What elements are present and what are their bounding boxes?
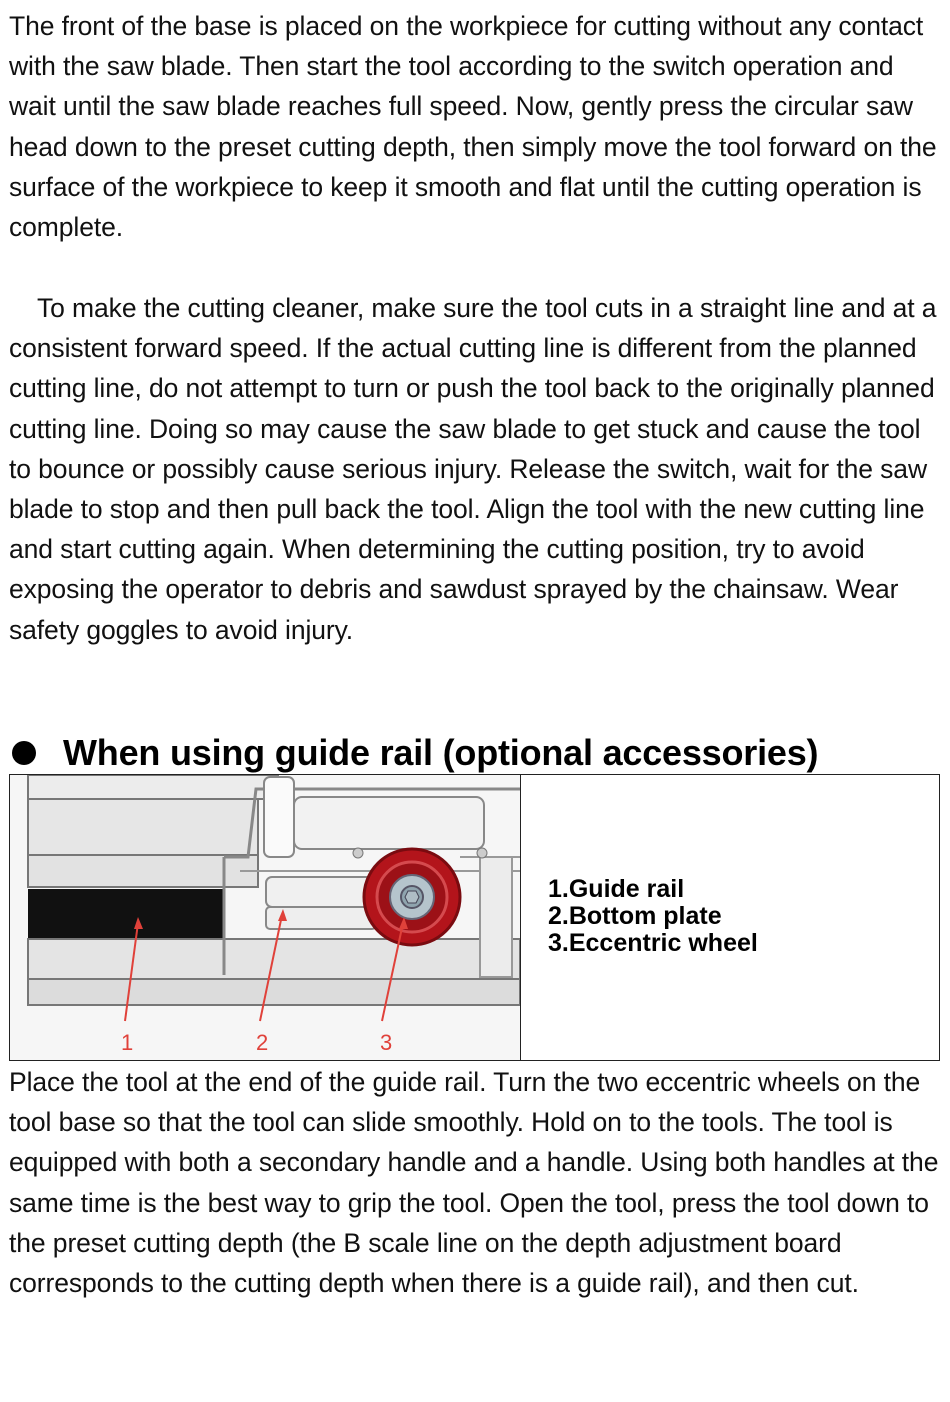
legend-item-eccentric-wheel: 3.Eccentric wheel	[548, 929, 758, 957]
legend-item-bottom-plate: 2.Bottom plate	[548, 902, 722, 930]
figure-table	[9, 774, 940, 1061]
guide-rail-dark-band	[28, 889, 223, 939]
section-heading	[10, 728, 818, 778]
bullet-icon	[12, 741, 36, 765]
figure-legend	[548, 876, 758, 957]
section-heading-text: When using guide rail (optional accessories)	[63, 732, 819, 773]
callout-number-2: 2	[256, 1030, 269, 1055]
paragraph-guide-rail-usage: Place the tool at the end of the guide rail. Turn the two eccentric wheels on the tool base so that the tool can slide smoothly. Hold on to the tools. The tool is equipped with both a secondary handle and a handle. Using both handles at the same time is the best way to grip the tool. Open the tool, press the tool down to the preset cutting depth (the B scale line on the depth adjustment board corresponds to the cutting depth when there is a guide rail), and then cut.	[9, 1067, 939, 1299]
paragraph-intro: The front of the base is placed on the workpiece for cutting without any contact with the saw blade. Then start the tool according to the switch operation and wait until the saw blade reaches full speed. Now, gently press the circular saw head down to the preset cutting depth, then simply move the tool forward on the surface of the workpiece to keep it smooth and flat until the cutting operation is complete.	[9, 11, 937, 243]
callout-number-1: 1	[121, 1030, 134, 1055]
guide-rail-diagram	[10, 775, 521, 1060]
legend-item-guide-rail: 1.Guide rail	[548, 875, 685, 903]
paragraph-cutting-tips: To make the cutting cleaner, make sure the tool cuts in a straight line and at a consistent forward speed. If the actual cutting line is different from the planned cutting line, do not attempt to turn or push the tool back to the originally planned cutting line. Doing so may cause the saw blade to get stuck and cause the tool to bounce or possibly cause serious injury. Release the switch, wait for the saw blade to stop and then pull back the tool. Align the tool with the new cutting line and start cutting again. When determining the cutting position, try to avoid exposing the operator to debris and sawdust sprayed by the chainsaw. Wear safety goggles to avoid injury.	[9, 293, 937, 645]
callout-number-3: 3	[380, 1030, 393, 1055]
